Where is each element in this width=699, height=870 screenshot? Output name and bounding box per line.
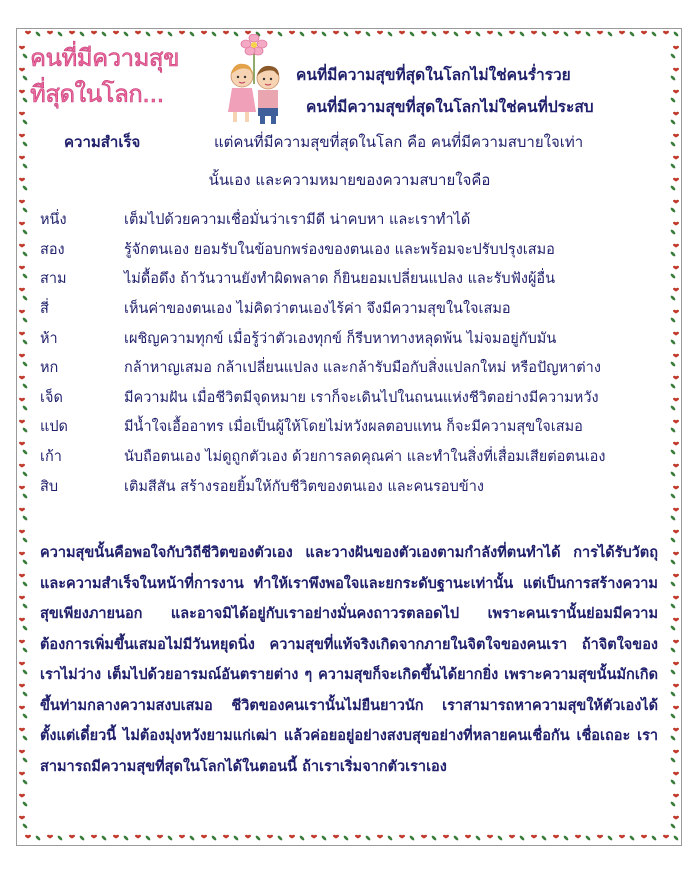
border-heart-icon [19,596,25,600]
border-heart-icon [673,112,679,116]
item-number: แปด [40,419,68,436]
border-heart-icon [19,464,25,468]
border-leaf-icon [563,835,569,841]
border-heart-icon [673,640,679,644]
border-heart-icon [673,420,679,424]
border-heart-icon [19,310,25,314]
border-heart-icon [377,31,383,35]
title-art [30,40,210,112]
border-leaf-icon [22,251,28,257]
border-leaf-icon [670,141,676,147]
border-heart-icon [673,90,679,94]
border-heart-icon [135,31,141,35]
border-leaf-icon [670,823,676,829]
border-leaf-icon [670,383,676,389]
border-leaf-icon [387,835,393,841]
border-heart-icon [597,835,603,839]
border-leaf-icon [57,835,63,841]
border-heart-icon [19,816,25,820]
border-leaf-icon [321,835,327,841]
item-number: เจ็ด [40,389,63,406]
border-heart-icon [245,835,251,839]
border-heart-icon [157,31,163,35]
border-leaf-icon [22,823,28,829]
border-leaf-icon [22,757,28,763]
border-heart-icon [673,376,679,380]
border-heart-icon [19,68,25,72]
border-leaf-icon [22,647,28,653]
border-leaf-icon [670,273,676,279]
border-leaf-icon [321,31,327,37]
border-heart-icon [673,46,679,50]
border-leaf-icon [22,273,28,279]
border-heart-icon [619,835,625,839]
border-heart-icon [673,442,679,446]
border-heart-icon [377,835,383,839]
list-item [40,471,670,501]
item-text: มีความฝัน เมื่อชีวิตมีจุดหมาย เราก็จะเดินไปในถนนแห่งชีวิตอย่างมีความหวัง [124,389,599,406]
border-leaf-icon [519,835,525,841]
border-leaf-icon [22,449,28,455]
border-leaf-icon [123,31,129,37]
border-leaf-icon [255,835,261,841]
border-heart-icon [673,508,679,512]
border-leaf-icon [673,31,679,37]
border-leaf-icon [22,801,28,807]
border-heart-icon [19,486,25,490]
border-leaf-icon [35,835,41,841]
border-heart-icon [333,31,339,35]
border-leaf-icon [670,405,676,411]
item-text: รู้จักตนเอง ยอมรับในข้อบกพร่องของตนเอง และพร้อมจะปรับปรุงเสมอ [124,241,555,258]
list-item [40,235,670,265]
border-heart-icon [19,244,25,248]
border-heart-icon [19,156,25,160]
border-leaf-icon [651,835,657,841]
border-heart-icon [201,835,207,839]
border-leaf-icon [670,735,676,741]
border-leaf-icon [670,647,676,653]
border-heart-icon [641,31,647,35]
headline-1: คนที่มีความสุขที่สุดในโลกไม่ใช่คนร่ำรวย [296,66,571,84]
list-item [40,294,670,324]
border-leaf-icon [22,141,28,147]
border-leaf-icon [22,361,28,367]
border-heart-icon [289,835,295,839]
border-leaf-icon [670,493,676,499]
border-heart-icon [19,618,25,622]
border-heart-icon [19,574,25,578]
border-leaf-icon [670,251,676,257]
border-heart-icon [47,31,53,35]
border-heart-icon [19,706,25,710]
border-heart-icon [19,376,25,380]
border-leaf-icon [670,361,676,367]
border-leaf-icon [299,31,305,37]
border-leaf-icon [79,31,85,37]
border-heart-icon [19,420,25,424]
list-item [40,412,670,442]
border-leaf-icon [409,835,415,841]
border-leaf-icon [101,31,107,37]
border-leaf-icon [670,515,676,521]
border-leaf-icon [670,471,676,477]
subtitle-line2: นั้นเอง และความหมายของความสบายใจคือ [208,171,491,189]
border-leaf-icon [670,75,676,81]
border-heart-icon [19,134,25,138]
border-heart-icon [399,31,405,35]
border-leaf-icon [167,835,173,841]
subtitle-label: ความสำเร็จ [64,133,141,151]
border-leaf-icon [670,801,676,807]
border-leaf-icon [22,713,28,719]
border-heart-icon [113,835,119,839]
border-heart-icon [673,486,679,490]
border-heart-icon [311,31,317,35]
border-leaf-icon [189,31,195,37]
border-heart-icon [619,31,625,35]
border-leaf-icon [167,31,173,37]
closing-paragraph: ความสุขนั้นคือพอใจกับวิถีชีวิตของตัวเอง และวางฝันของตัวเองตามกำลังที่ตนทำได้ การได้รับวัตถุ และความสำเร็จในหน้าที่การงาน ทำให้เราพึงพอใจและยกระดับฐานะเท่านั้น แต่เป็นการสร้างความสุขเพียงภายนอก และอาจมิได้อยู่กับเราอย่างมั่นคงถาวรตลอดไป เพราะคนเรานั้นย่อมมีความต้องการเพิ่มขึ้นเสมอไม่มีวันหยุดนิ่ง ความสุขที่แท้จริงเกิดจากภายในจิตใจของคนเรา ถ้าจิตใจของเราไม่ว่าง เต็มไปด้วยอารมณ์อันตรายต่าง ๆ ความสุขก็จะเกิดขึ้นได้ยากยิ่ง เพราะความสุขนั้นมักเกิดขึ้นท่ามกลางความสงบเสมอ ชีวิตของคนเรานั้นไม่ยืนยาวนัก เราสามารถหาความสุขให้ตัวเองได้ตั้งแต่เดี๋ยวนี้ ไม่ต้องมุ่งหวังยามแก่เฒ่า แล้วค่อยอยู่อย่างสงบสุขอย่างที่หลายคนเชื่อกัน เชื่อเถอะ เราสามารถมีความสุขที่สุดในโลกได้ในตอนนี้ ถ้าเราเริ่มจากตัวเราเอง [40,545,658,775]
headline-2: คนที่มีความสุขที่สุดในโลกไม่ใช่คนที่ประสบ [306,98,594,116]
border-heart-icon [575,31,581,35]
border-heart-icon [157,835,163,839]
border-leaf-icon [670,669,676,675]
item-number: สี่ [40,301,49,318]
border-heart-icon [91,835,97,839]
item-text: นับถือตนเอง ไม่ดูถูกตัวเอง ด้วยการลดคุณค่า และทำในสิ่งที่เสื่อมเสียต่อตนเอง [124,449,606,466]
subtitle-line [60,130,660,154]
title-art-line1: คนที่มีความสุข [30,44,179,72]
border-leaf-icon [343,31,349,37]
border-leaf-icon [299,835,305,841]
border-heart-icon [399,835,405,839]
border-leaf-icon [233,835,239,841]
border-heart-icon [509,835,515,839]
border-leaf-icon [431,835,437,841]
border-heart-icon [19,552,25,556]
item-text: เผชิญความทุกข์ เมื่อรู้ว่าตัวเองทุกข์ ก็รีบหาทางหลุดพ้น ไม่จมอยู่กับมัน [124,330,557,347]
border-leaf-icon [670,339,676,345]
border-heart-icon [673,266,679,270]
border-leaf-icon [22,53,28,59]
border-heart-icon [19,640,25,644]
list-item [40,264,670,294]
border-leaf-icon [22,537,28,543]
border-heart-icon [553,835,559,839]
border-heart-icon [487,835,493,839]
border-heart-icon [673,354,679,358]
border-leaf-icon [101,835,107,841]
border-heart-icon [531,31,537,35]
item-number: ห้า [40,330,58,347]
border-leaf-icon [22,735,28,741]
border-leaf-icon [365,835,371,841]
border-leaf-icon [670,295,676,301]
border-heart-icon [673,200,679,204]
border-heart-icon [673,68,679,72]
border-heart-icon [443,31,449,35]
list-item [40,205,670,235]
item-text: กล้าหาญเสมอ กล้าเปลี่ยนแปลง และกล้ารับมือกับสิ่งแปลกใหม่ หรือปัญหาต่าง [124,360,601,377]
border-heart-icon [223,835,229,839]
border-heart-icon [673,398,679,402]
border-heart-icon [673,156,679,160]
border-leaf-icon [277,835,283,841]
border-heart-icon [673,222,679,226]
list-item [40,383,670,413]
border-leaf-icon [145,835,151,841]
border-leaf-icon [475,835,481,841]
border-leaf-icon [670,119,676,125]
border-leaf-icon [22,339,28,345]
border-heart-icon [19,684,25,688]
border-leaf-icon [387,31,393,37]
border-leaf-icon [22,625,28,631]
border-leaf-icon [22,317,28,323]
border-leaf-icon [670,53,676,59]
border-leaf-icon [585,31,591,37]
border-leaf-icon [22,669,28,675]
border-heart-icon [19,728,25,732]
border-leaf-icon [670,537,676,543]
border-leaf-icon [497,31,503,37]
border-heart-icon [19,530,25,534]
border-heart-icon [421,31,427,35]
border-leaf-icon [651,31,657,37]
border-heart-icon [465,31,471,35]
border-heart-icon [179,835,185,839]
border-leaf-icon [519,31,525,37]
border-leaf-icon [79,835,85,841]
border-heart-icon [553,31,559,35]
border-heart-icon [443,835,449,839]
title-art-line2: ที่สุดในโลก... [30,80,164,108]
border-leaf-icon [670,603,676,609]
item-number: หนึ่ง [40,212,67,229]
border-heart-icon [19,794,25,798]
list-item [40,353,670,383]
border-heart-icon [91,31,97,35]
border-heart-icon [509,31,515,35]
border-heart-icon [19,772,25,776]
border-leaf-icon [607,31,613,37]
border-leaf-icon [670,581,676,587]
border-heart-icon [575,835,581,839]
kids-with-flower-illustration-icon [214,34,294,126]
border-leaf-icon [607,835,613,841]
border-leaf-icon [22,779,28,785]
border-heart-icon [673,794,679,798]
item-number: สอง [40,241,65,258]
border-leaf-icon [670,779,676,785]
border-leaf-icon [22,97,28,103]
border-leaf-icon [497,835,503,841]
border-heart-icon [69,31,75,35]
list-item [40,323,670,353]
item-text: ไม่ดื้อดึง ถ้าวันวานยังทำผิดพลาด ก็ยินยอมเปลี่ยนแปลง และรับฟังผู้อื่น [124,271,556,288]
border-leaf-icon [453,31,459,37]
border-heart-icon [19,112,25,116]
border-leaf-icon [22,493,28,499]
border-heart-icon [673,552,679,556]
border-leaf-icon [670,207,676,213]
border-leaf-icon [22,295,28,301]
border-heart-icon [19,222,25,226]
border-heart-icon [663,835,669,839]
border-leaf-icon [22,207,28,213]
border-leaf-icon [22,427,28,433]
border-heart-icon [19,398,25,402]
border-leaf-icon [670,229,676,235]
border-leaf-icon [343,835,349,841]
border-leaf-icon [670,97,676,103]
border-leaf-icon [22,603,28,609]
item-text: มีน้ำใจเอื้ออาทร เมื่อเป็นผู้ให้โดยไม่หวังผลตอบแทน ก็จะมีความสุขใจเสมอ [124,419,583,436]
border-heart-icon [597,31,603,35]
border-heart-icon [673,596,679,600]
border-leaf-icon [670,559,676,565]
border-heart-icon [673,662,679,666]
border-leaf-icon [22,383,28,389]
list-item [40,442,670,472]
border-leaf-icon [670,625,676,631]
border-leaf-icon [22,229,28,235]
border-leaf-icon [22,75,28,81]
border-heart-icon [487,31,493,35]
border-heart-icon [47,835,53,839]
border-leaf-icon [22,471,28,477]
border-leaf-icon [453,835,459,841]
border-heart-icon [355,31,361,35]
border-heart-icon [673,288,679,292]
border-leaf-icon [123,835,129,841]
border-heart-icon [201,31,207,35]
item-text: เห็นค่าของตนเอง ไม่คิดว่าตนเองไร้ค่า จึงมีความสุขในใจเสมอ [124,301,511,318]
item-number: สาม [40,271,67,288]
border-heart-icon [355,835,361,839]
border-heart-icon [673,684,679,688]
border-heart-icon [19,354,25,358]
border-leaf-icon [189,835,195,841]
border-leaf-icon [35,31,41,37]
border-leaf-icon [670,691,676,697]
item-number: สิบ [40,478,59,495]
border-leaf-icon [670,427,676,433]
border-heart-icon [19,750,25,754]
border-heart-icon [673,134,679,138]
border-heart-icon [19,200,25,204]
border-heart-icon [19,662,25,666]
border-leaf-icon [22,119,28,125]
border-heart-icon [19,288,25,292]
border-heart-icon [19,508,25,512]
border-heart-icon [673,530,679,534]
border-heart-icon [673,464,679,468]
border-leaf-icon [670,757,676,763]
border-leaf-icon [670,449,676,455]
border-heart-icon [673,332,679,336]
border-leaf-icon [211,835,217,841]
border-heart-icon [19,442,25,446]
item-number: เก้า [40,449,62,466]
border-leaf-icon [22,559,28,565]
border-heart-icon [421,835,427,839]
border-heart-icon [179,31,185,35]
border-heart-icon [19,332,25,336]
border-heart-icon [19,90,25,94]
border-leaf-icon [365,31,371,37]
border-heart-icon [465,835,471,839]
border-heart-icon [673,816,679,820]
subtitle-text: แต่คนที่มีความสุขที่สุดในโลก คือ คนที่มีความสบายใจเท่า [214,133,584,151]
border-leaf-icon [541,31,547,37]
border-heart-icon [311,835,317,839]
border-heart-icon [673,574,679,578]
border-heart-icon [673,618,679,622]
border-heart-icon [113,31,119,35]
border-leaf-icon [541,835,547,841]
happiness-list [40,205,670,501]
border-leaf-icon [670,713,676,719]
border-heart-icon [25,31,31,35]
border-heart-icon [333,835,339,839]
border-heart-icon [19,266,25,270]
item-text: เต็มไปด้วยความเชื่อมั่นว่าเรามีดี น่าคบหา และเราทำได้ [124,212,471,229]
border-heart-icon [135,835,141,839]
border-leaf-icon [22,515,28,521]
border-leaf-icon [585,835,591,841]
border-leaf-icon [475,31,481,37]
border-heart-icon [673,772,679,776]
border-heart-icon [267,835,273,839]
border-leaf-icon [629,835,635,841]
border-leaf-icon [22,691,28,697]
border-heart-icon [19,46,25,50]
border-heart-icon [641,835,647,839]
item-number: หก [40,360,59,377]
border-heart-icon [673,750,679,754]
border-leaf-icon [409,31,415,37]
border-leaf-icon [673,835,679,841]
border-leaf-icon [670,317,676,323]
border-heart-icon [673,728,679,732]
border-leaf-icon [431,31,437,37]
border-leaf-icon [22,581,28,587]
border-leaf-icon [563,31,569,37]
border-leaf-icon [22,405,28,411]
border-leaf-icon [629,31,635,37]
border-heart-icon [673,310,679,314]
border-leaf-icon [145,31,151,37]
border-heart-icon [673,244,679,248]
border-heart-icon [531,835,537,839]
border-leaf-icon [57,31,63,37]
border-heart-icon [25,835,31,839]
border-heart-icon [663,31,669,35]
item-text: เติมสีสัน สร้างรอยยิ้มให้กับชีวิตของตนเอง และคนรอบข้าง [124,478,484,495]
border-heart-icon [673,706,679,710]
border-heart-icon [69,835,75,839]
